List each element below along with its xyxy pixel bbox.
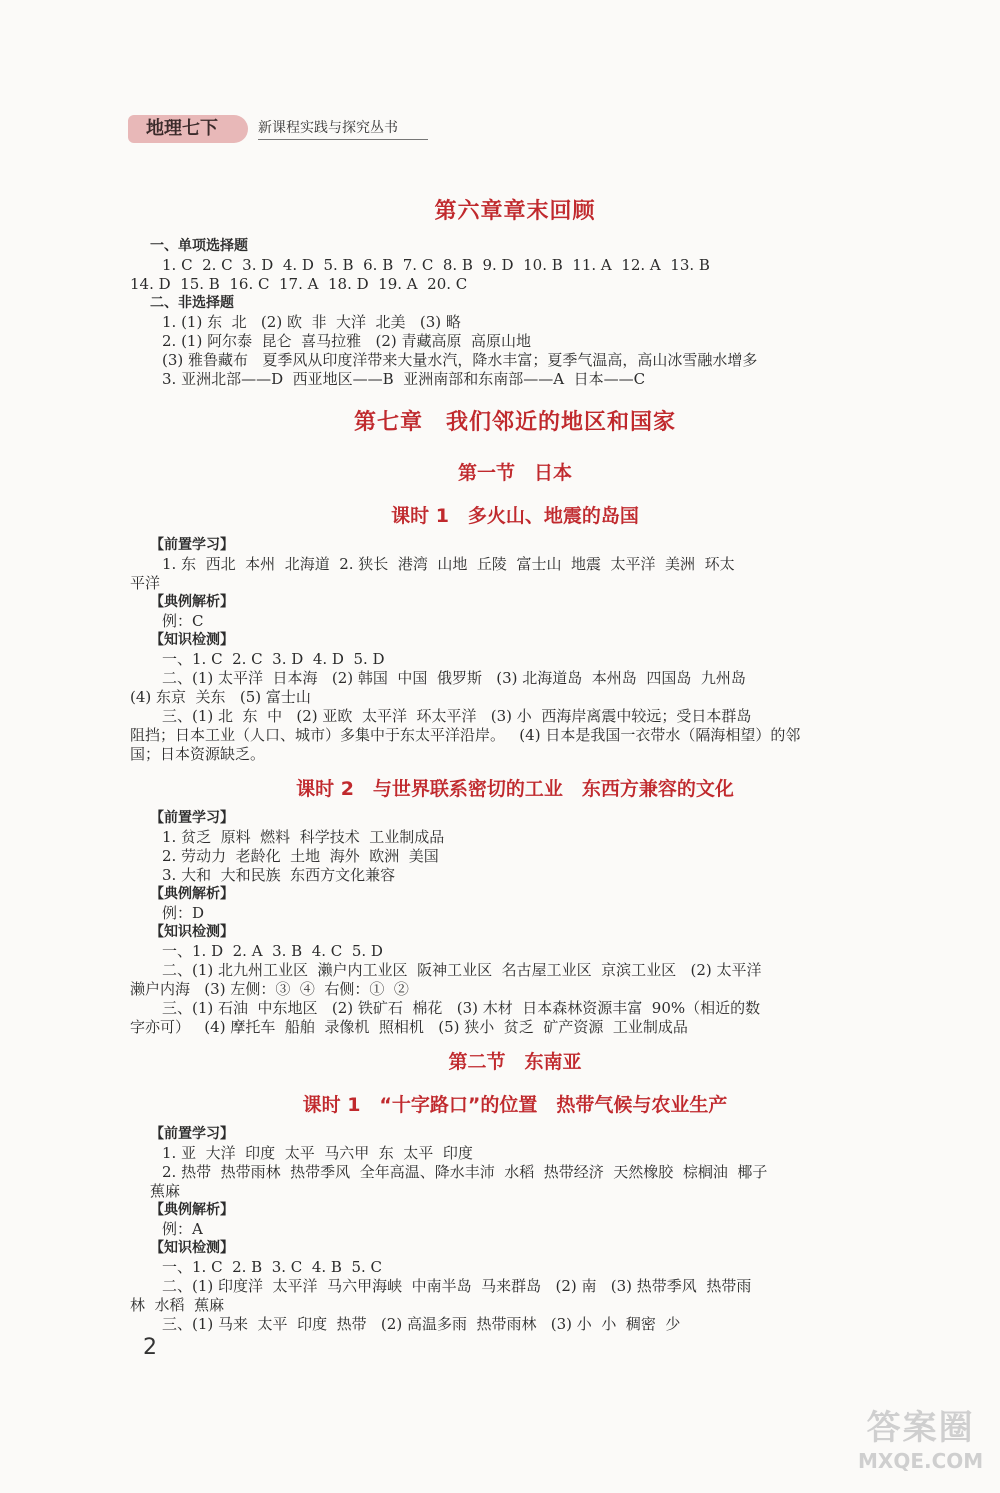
nc-answers-line4: 3. 亚洲北部——D 西亚地区——B 亚洲南部和东南部——A 日本——C [162,370,646,388]
lesson3-check-line1: 一、1. C 2. B 3. C 4. B 5. C [162,1258,383,1276]
lesson3-pre-label: 【前置学习】 [150,1126,234,1142]
nc-answers-line2: 2. (1) 阿尔泰 昆仑 喜马拉雅 (2) 青藏高原 高原山地 [162,332,532,350]
lesson1-pre-line2: 平洋 [130,574,161,592]
watermark [858,1400,983,1473]
lesson1-check-line4: 三、(1) 北 东 中 (2) 亚欧 太平洋 环太平洋 (3) 小 西海岸离震中较远；受日本群岛 [162,707,752,725]
nc-answers-line1: 1. (1) 东 北 (2) 欧 非 大洋 北美 (3) 略 [162,313,461,331]
lesson2-example-label: 【典例解析】 [150,886,234,902]
watermark-url: MXQE.COM [858,1449,984,1473]
lesson2-check-label: 【知识检测】 [150,924,234,940]
series-title: 新课程实践与探究丛书 [258,117,428,140]
lesson3-pre-line3: 蕉麻 [150,1182,181,1200]
lesson1-title: 课时 1 多火山、地震的岛国 [391,505,639,527]
lesson2-check-line5: 字亦可） (4) 摩托车 船舶 录像机 照相机 (5) 狭小 贫乏 矿产资源 工业制成品 [130,1018,688,1036]
lesson1-check-label: 【知识检测】 [150,632,234,648]
lesson3-title: 课时 1 “十字路口”的位置 热带气候与农业生产 [302,1094,728,1116]
lesson2-pre-line1: 1. 贫乏 原料 燃料 科学技术 工业制成品 [162,828,445,846]
nc-answers-line3: (3) 雅鲁藏布 夏季风从印度洋带来大量水汽，降水丰富；夏季气温高，高山冰雪融水增多 [162,351,758,369]
lesson3-check-line2: 二、(1) 印度洋 太平洋 马六甲海峡 中南半岛 马来群岛 (2) 南 (3) 热带季风 热带雨 [162,1277,752,1295]
lesson1-example: 例：C [162,612,204,630]
lesson1-check-line5: 阻挡；日本工业（人口、城市）多集中于东太平洋沿岸。 (4) 日本是我国一衣带水（隔海相望）的邻 [130,726,801,744]
watermark-logo: 答案圈 [866,1408,975,1448]
lesson2-pre-line3: 3. 大和 大和民族 东西方文化兼容 [162,866,396,884]
lesson1-check-line3: (4) 东京 关东 (5) 富士山 [130,688,311,706]
section2-title: 第二节 东南亚 [448,1051,582,1073]
lesson3-example-label: 【典例解析】 [150,1202,234,1218]
lesson1-check-line6: 国；日本资源缺乏。 [130,745,266,763]
lesson3-check-line4: 三、(1) 马来 太平 印度 热带 (2) 高温多雨 热带雨林 (3) 小 小 稠密 少 [162,1315,681,1333]
lesson3-check-line3: 林 水稻 蕉麻 [130,1296,225,1314]
lesson1-pre-label: 【前置学习】 [150,537,234,553]
mc-answers-line2: 14. D 15. B 16. C 17. A 18. D 19. A 20. C [130,275,468,293]
section1-title: 第一节 日本 [457,462,572,484]
mc-answers-line1: 1. C 2. C 3. D 4. D 5. B 6. B 7. C 8. B 9. D 10. B 11. A 12. A 13. B [162,256,710,274]
lesson2-check-line1: 一、1. D 2. A 3. B 4. C 5. D [162,942,383,960]
page-number: 2 [143,1335,157,1360]
mc-label: 一、单项选择题 [150,238,248,254]
lesson2-pre-label: 【前置学习】 [150,810,234,826]
nc-label: 二、非选择题 [150,295,234,311]
lesson3-pre-line1: 1. 亚 大洋 印度 太平 马六甲 东 太平 印度 [162,1144,473,1162]
page-content [130,190,900,1334]
lesson2-check-line2: 二、(1) 北九州工业区 濑户内工业区 阪神工业区 名古屋工业区 京滨工业区 (2) 太平洋 [162,961,762,979]
lesson1-pre-line1: 1. 东 西北 本州 北海道 2. 狭长 港湾 山地 丘陵 富士山 地震 太平洋 美洲 环太 [162,555,735,573]
lesson1-check-line2: 二、(1) 太平洋 日本海 (2) 韩国 中国 俄罗斯 (3) 北海道岛 本州岛 四国岛 九州岛 [162,669,746,687]
chapter7-title: 第七章 我们邻近的地区和国家 [353,410,676,435]
subject-badge: 地理七下 [128,115,248,143]
lesson1-check-line1: 一、1. C 2. C 3. D 4. D 5. D [162,650,385,668]
lesson2-example: 例：D [162,904,205,922]
lesson1-example-label: 【典例解析】 [150,594,234,610]
lesson2-title: 课时 2 与世界联系密切的工业 东西方兼容的文化 [296,778,734,800]
lesson3-pre-line2: 2. 热带 热带雨林 热带季风 全年高温、降水丰沛 水稻 热带经济 天然橡胶 棕榈油 椰子 [162,1163,768,1181]
chapter6-title: 第六章章末回顾 [434,199,596,224]
lesson2-pre-line2: 2. 劳动力 老龄化 土地 海外 欧洲 美国 [162,847,439,865]
lesson2-check-line3: 濑户内海 (3) 左侧：③ ④ 右侧：① ② [130,980,409,998]
lesson2-check-line4: 三、(1) 石油 中东地区 (2) 铁矿石 棉花 (3) 木材 日本森林资源丰富 90%（相近的数 [162,999,761,1017]
lesson3-example: 例：A [162,1220,203,1238]
lesson3-check-label: 【知识检测】 [150,1240,234,1256]
